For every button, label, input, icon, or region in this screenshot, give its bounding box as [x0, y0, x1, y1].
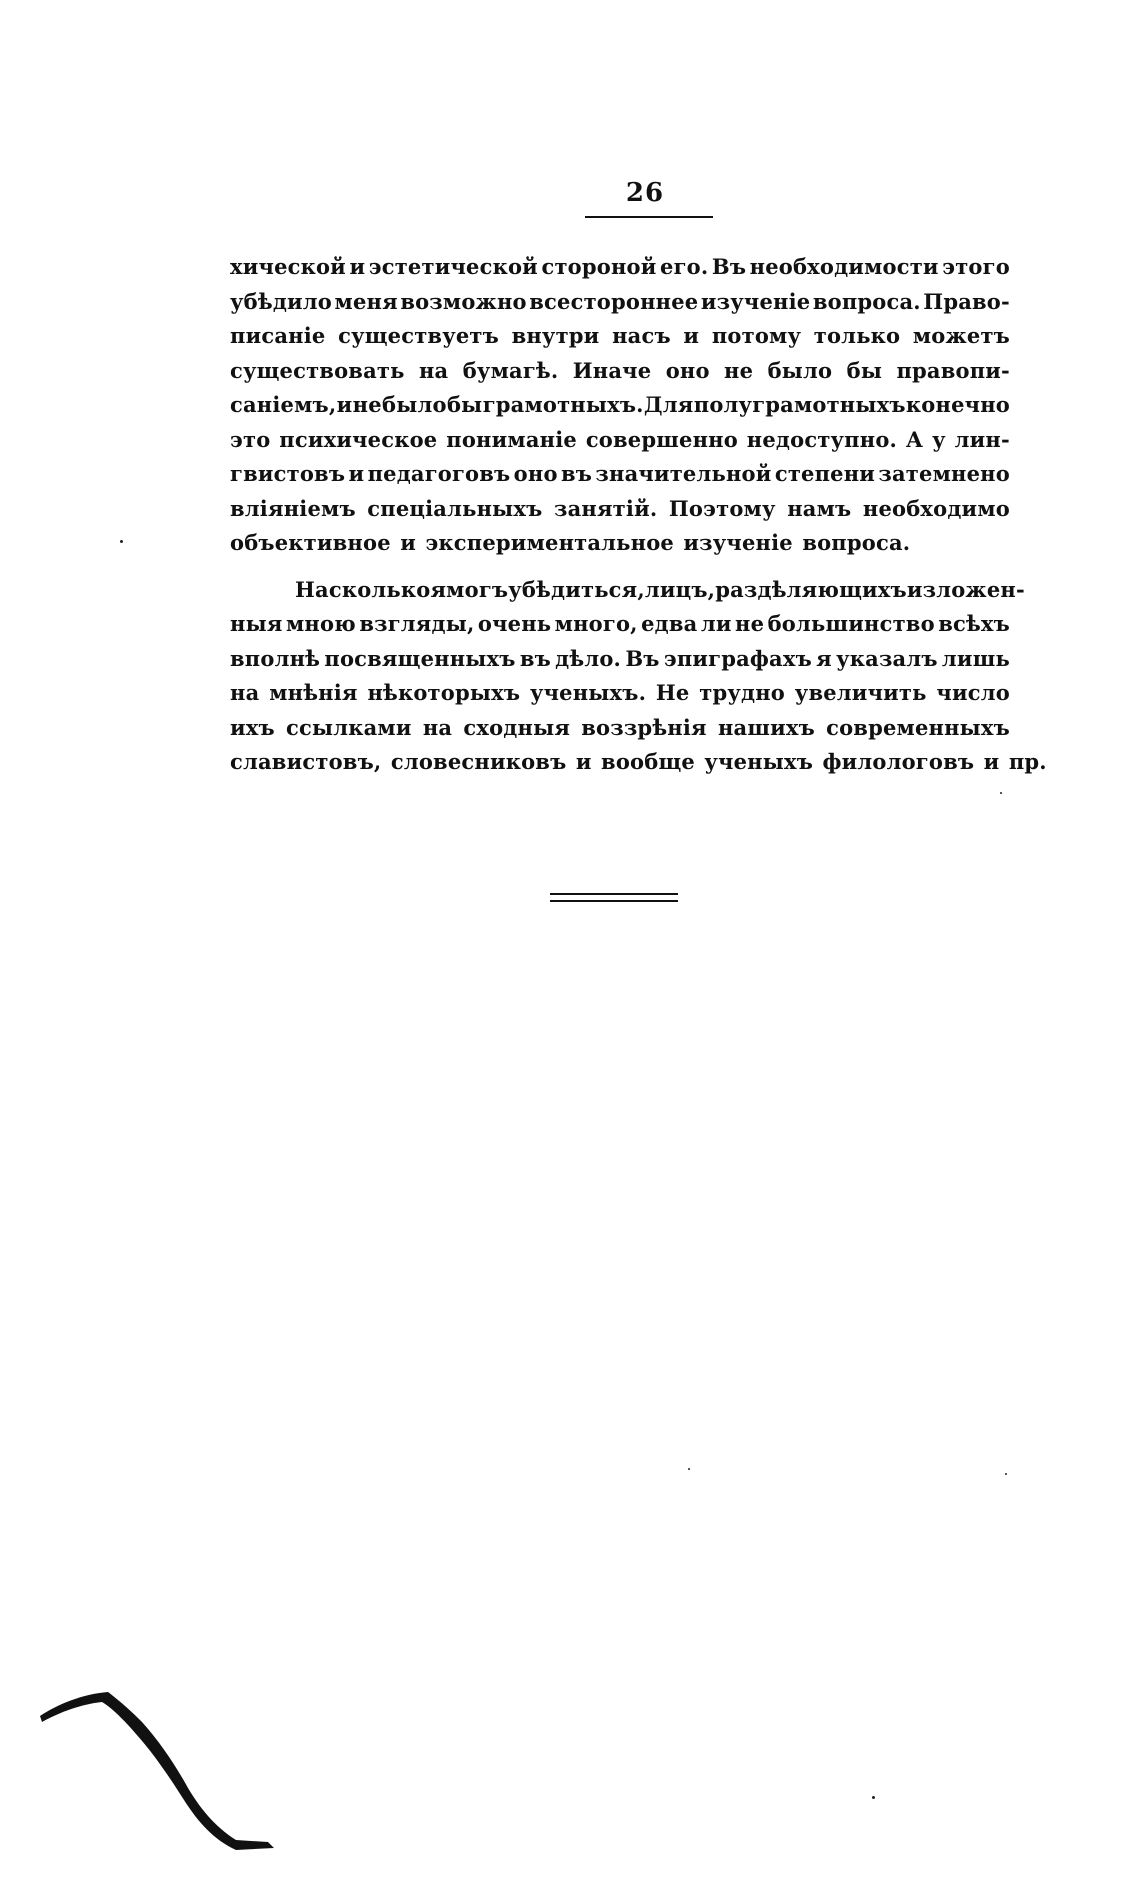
word: ученыхъ. — [529, 680, 647, 705]
word: оно — [665, 357, 710, 383]
text-line — [230, 285, 1010, 320]
word: дѣло. — [555, 645, 622, 671]
word: и — [400, 530, 416, 555]
word: не — [352, 392, 382, 417]
word: мною — [285, 611, 356, 636]
word: саніемъ, — [230, 392, 337, 417]
word: Право- — [923, 288, 1010, 314]
word: увеличить — [794, 680, 927, 705]
word: потому — [711, 323, 802, 348]
word: могъ — [446, 576, 509, 602]
word: намъ — [787, 495, 852, 521]
text-line — [230, 711, 1010, 746]
word: Для — [643, 392, 694, 417]
word: пр. — [1008, 749, 1047, 774]
word: раздѣляющихъ — [715, 576, 907, 602]
section-end-double-rule — [550, 893, 678, 902]
word: А — [905, 426, 924, 452]
word: лин- — [954, 426, 1010, 452]
word: всѣхъ — [938, 611, 1010, 636]
word: объективное — [230, 530, 391, 555]
word: вліяніемъ — [230, 495, 356, 521]
word: насъ — [612, 323, 671, 348]
text-line — [230, 573, 1025, 608]
word: спеціальныхъ — [367, 495, 543, 521]
word: современныхъ — [826, 714, 1010, 740]
text-line — [230, 607, 1010, 642]
word: совершенно — [585, 426, 738, 452]
word: этого — [942, 254, 1010, 279]
word: бумагѣ. — [462, 357, 559, 383]
text-line — [230, 250, 1010, 285]
word: сходныя — [463, 714, 571, 740]
word: Иначе — [572, 357, 652, 383]
word: въ — [560, 461, 593, 486]
word: оно — [513, 461, 558, 486]
word: нашихъ — [717, 714, 815, 740]
word: экспериментальное — [425, 530, 674, 555]
text-line — [230, 745, 1047, 780]
word: число — [936, 680, 1010, 705]
word: только — [813, 323, 901, 348]
word: было — [382, 392, 447, 417]
word: указалъ — [836, 645, 938, 671]
word: ученыхъ — [704, 749, 814, 774]
word: возможно — [400, 288, 527, 314]
word: вопроса. — [802, 530, 911, 555]
word: изложен- — [906, 576, 1025, 602]
word: у — [932, 426, 946, 452]
word: много, — [554, 611, 638, 636]
word: всестороннее — [529, 288, 699, 314]
body-text — [230, 250, 1047, 780]
word: существуетъ — [338, 323, 499, 348]
text-line — [230, 319, 1010, 354]
word: конечно — [905, 392, 1010, 417]
word: полуграмотныхъ — [693, 392, 906, 417]
page-number: 26 — [625, 178, 665, 208]
word: было — [767, 357, 833, 383]
word: ихъ — [230, 714, 275, 740]
word: ли — [700, 611, 732, 636]
word: меня — [334, 288, 398, 314]
word: большинство — [767, 611, 935, 636]
word: филологовъ — [822, 749, 975, 774]
word: я — [816, 645, 832, 671]
word: значительной — [595, 461, 772, 486]
scan-speck — [688, 1468, 690, 1470]
text-line — [230, 492, 1010, 527]
word: убѣдило — [230, 288, 333, 314]
word: степени — [774, 461, 876, 486]
page-number-underline — [585, 216, 713, 218]
word: трудно — [699, 680, 785, 705]
word: Не — [655, 680, 690, 705]
word: недоступно. — [746, 426, 898, 452]
scan-speck — [120, 540, 123, 543]
word: и — [349, 254, 366, 279]
word: эпиграфахъ — [663, 645, 812, 671]
word: изученіе — [700, 288, 811, 314]
scan-speck — [872, 1796, 875, 1799]
text-line — [230, 676, 1010, 711]
word: убѣдиться, — [508, 576, 645, 602]
word: на — [230, 680, 260, 705]
word: едва — [641, 611, 698, 636]
word: психическое — [279, 426, 438, 452]
word: и — [575, 749, 592, 774]
word: ныя — [230, 611, 283, 636]
word: и — [683, 323, 700, 348]
word: посвященныхъ — [324, 645, 516, 671]
word: можетъ — [912, 323, 1010, 348]
word: воззрѣнія — [581, 714, 707, 740]
word: вообще — [601, 749, 695, 774]
word: мнѣнія — [269, 680, 358, 705]
word: грамотныхъ. — [482, 392, 644, 417]
word: словесниковъ — [390, 749, 567, 774]
word: эстетической — [368, 254, 538, 279]
word: Насколько — [295, 576, 431, 602]
word: на — [422, 714, 453, 740]
word: нѣкоторыхъ — [367, 680, 521, 705]
word: писаніе — [230, 323, 326, 348]
word: гвистовъ — [230, 461, 346, 486]
word: занятій. — [553, 495, 658, 521]
word: Въ — [625, 645, 660, 671]
word: бы — [846, 357, 883, 383]
word: взгляды, — [359, 611, 475, 636]
word: изученіе — [683, 530, 793, 555]
word: не — [735, 611, 765, 636]
text-line — [230, 354, 1010, 389]
word: вполнѣ — [230, 645, 321, 671]
word: и — [983, 749, 1000, 774]
word: не — [724, 357, 754, 383]
word: педагоговъ — [367, 461, 511, 486]
word: затемнено — [878, 461, 1010, 486]
word: его. — [660, 254, 709, 279]
word: хической — [230, 254, 346, 279]
text-line — [230, 457, 1010, 492]
word: необходимо — [862, 495, 1010, 521]
scan-corner-artifact — [38, 1680, 298, 1860]
word: существовать — [230, 357, 405, 383]
scan-speck — [1005, 1473, 1007, 1475]
word: въ — [519, 645, 551, 671]
text-line — [230, 642, 1010, 677]
word: очень — [477, 611, 552, 636]
word: лишь — [941, 645, 1010, 671]
paragraph-gap — [230, 561, 1010, 573]
word: пониманіе — [446, 426, 577, 452]
text-line — [230, 526, 1010, 561]
word: я — [430, 576, 447, 602]
word: бы — [446, 392, 483, 417]
word: необходимости — [749, 254, 939, 279]
word: и — [348, 461, 365, 486]
word: вопроса. — [812, 288, 921, 314]
word: ссылками — [286, 714, 412, 740]
word: на — [418, 357, 449, 383]
text-line — [230, 423, 1010, 458]
text-line — [230, 388, 1010, 423]
word: правопи- — [896, 357, 1010, 383]
word: лицъ, — [644, 576, 716, 602]
word: Въ — [711, 254, 747, 279]
word: Поэтому — [668, 495, 776, 521]
word: внутри — [511, 323, 600, 348]
scan-speck — [1000, 792, 1002, 794]
word: и — [336, 392, 353, 417]
word: славистовъ, — [230, 749, 382, 774]
word: это — [230, 426, 271, 452]
word: стороной — [541, 254, 657, 279]
